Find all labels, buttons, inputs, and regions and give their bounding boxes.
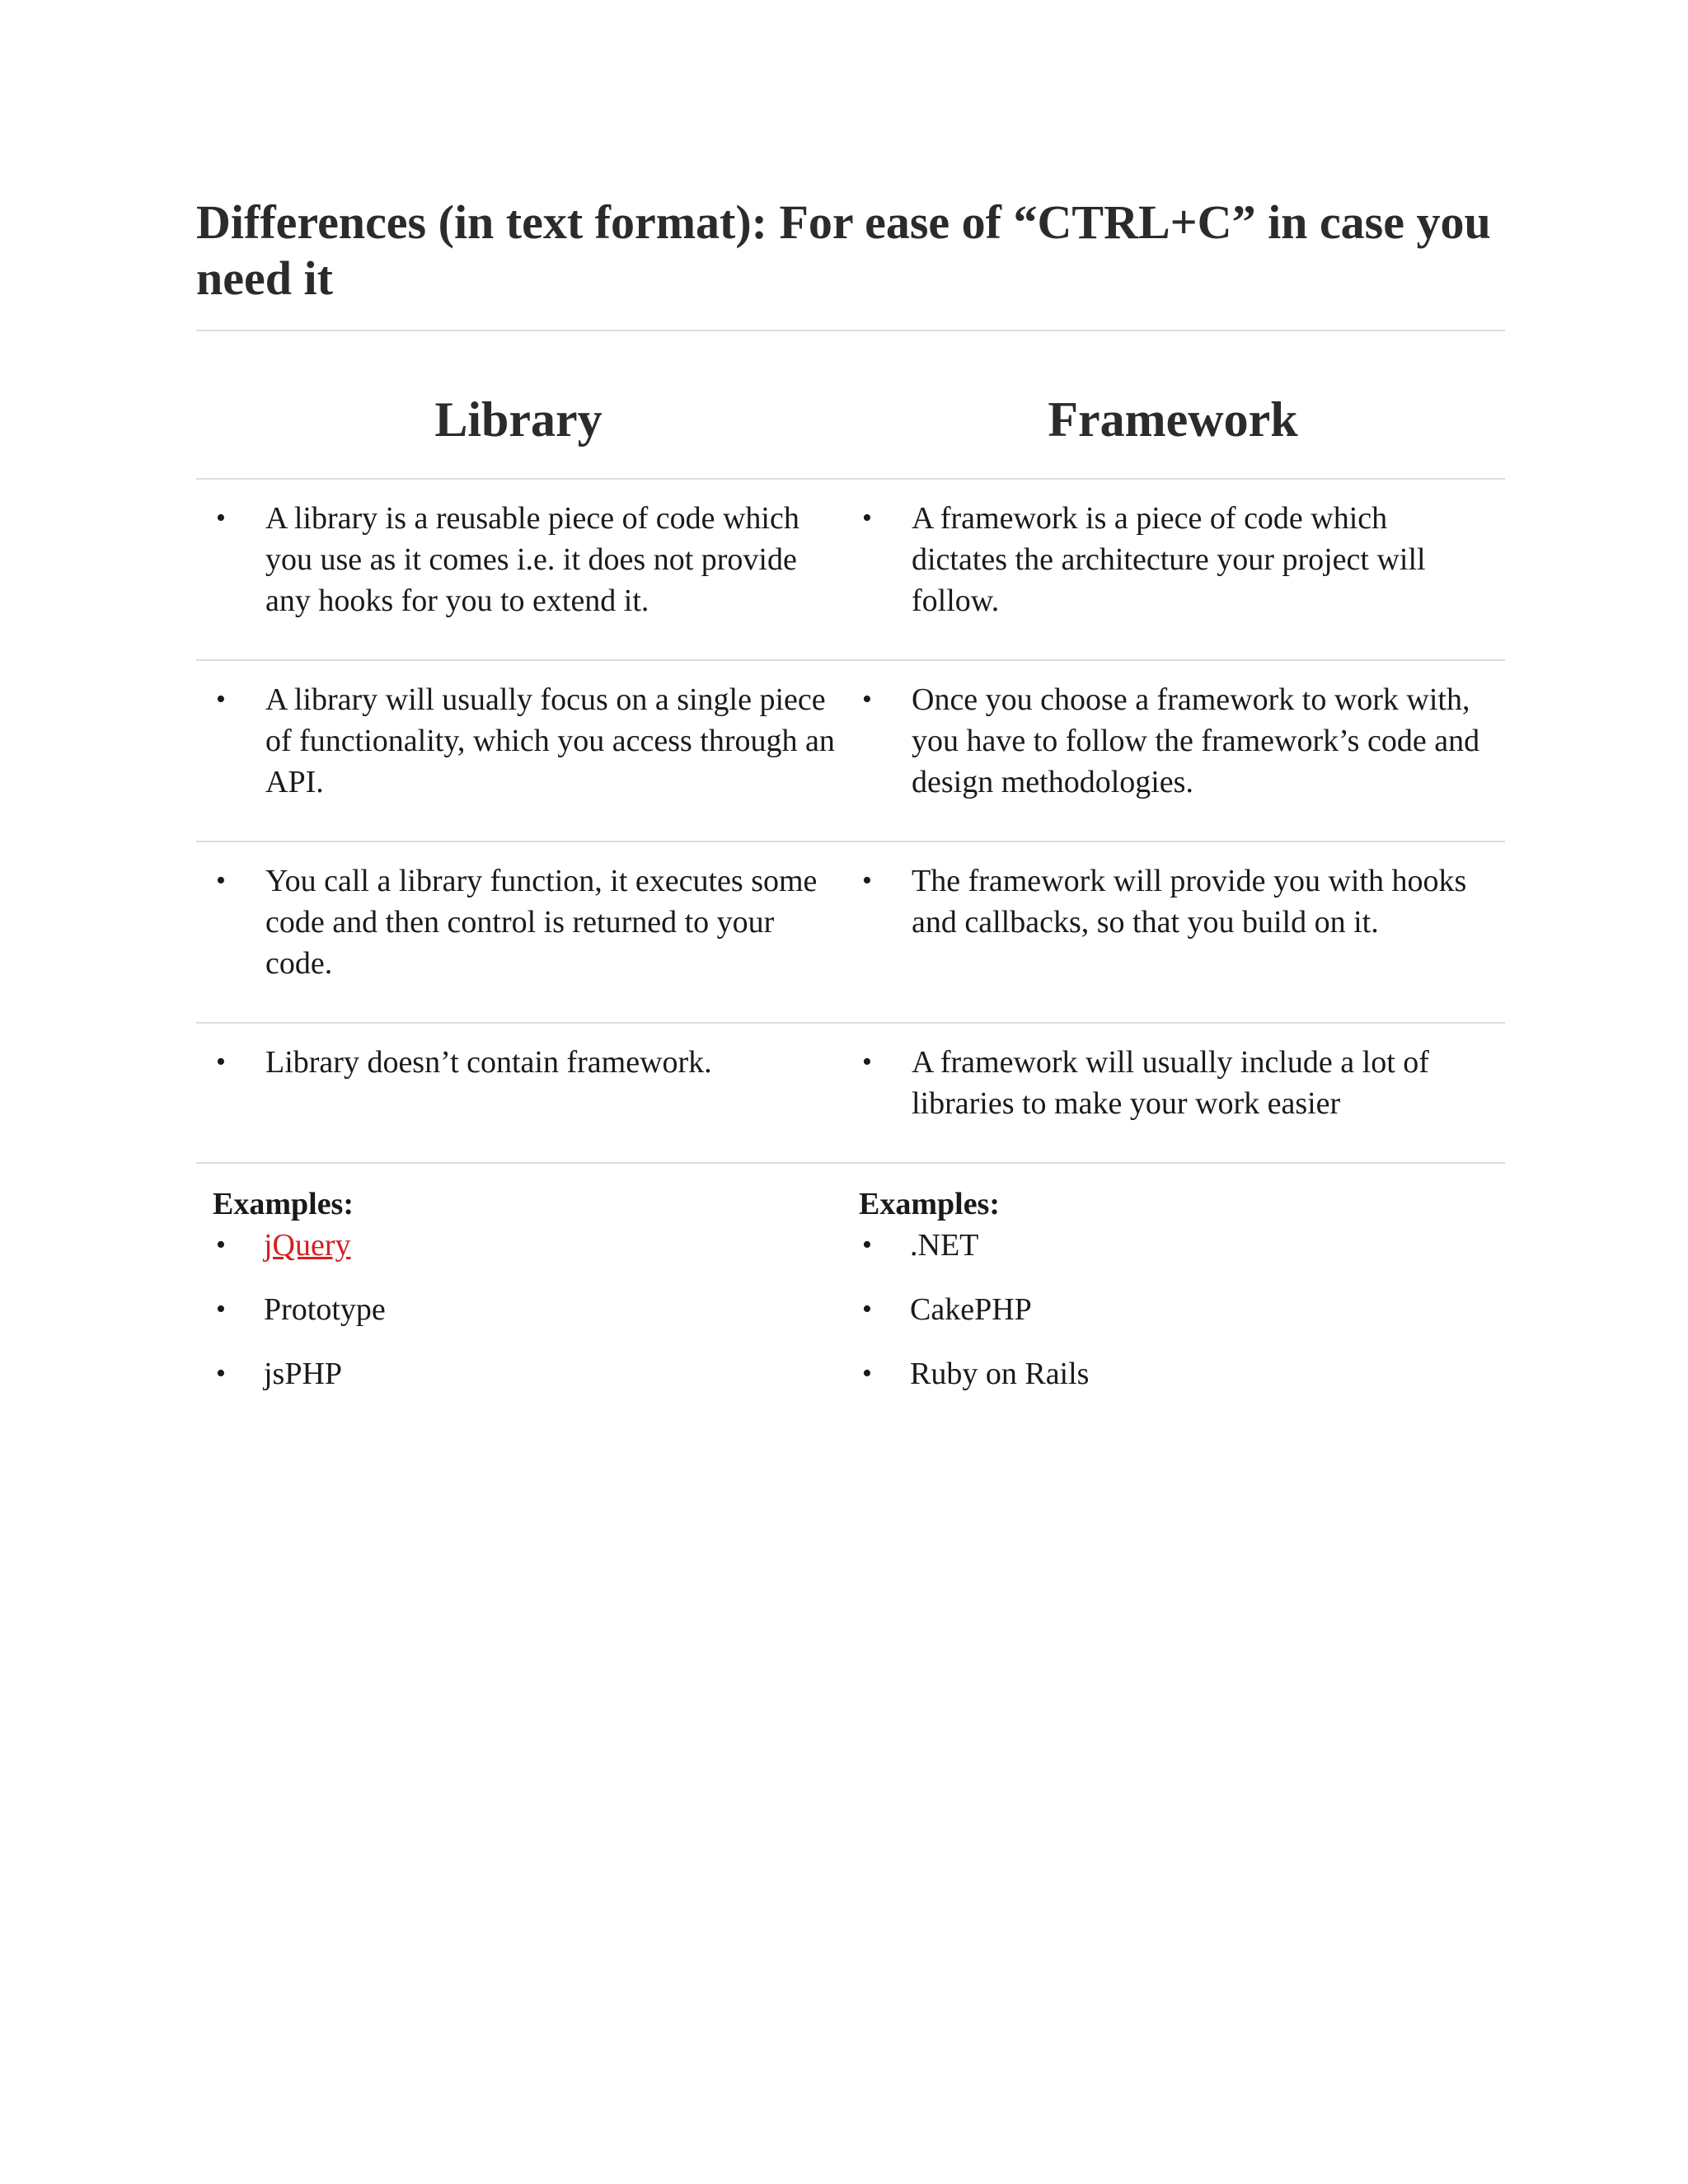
column-header-framework: Framework: [1048, 392, 1298, 447]
jquery-link[interactable]: jQuery: [264, 1228, 351, 1263]
bullet-icon: •: [862, 1294, 872, 1324]
library-point-text: Library doesn’t contain framework.: [265, 1045, 712, 1080]
example-text: .NET: [910, 1228, 979, 1263]
library-examples: [213, 1183, 839, 1418]
list-item: [862, 860, 1489, 943]
list-item: [216, 860, 842, 984]
list-item: [862, 498, 1489, 621]
bullet-icon: •: [862, 1358, 872, 1389]
example-text: Ruby on Rails: [910, 1357, 1090, 1391]
bullet-icon: •: [216, 1358, 226, 1389]
library-row-2: [216, 679, 842, 803]
page-title: Differences (in text format): For ease of “CTRL+C” in case you need it: [196, 195, 1491, 305]
column-header-library: Library: [434, 392, 603, 447]
examples-label: Examples:: [213, 1187, 354, 1221]
row-divider: [196, 659, 1505, 661]
list-item: [859, 1225, 1485, 1266]
framework-row-3: [862, 860, 1489, 943]
framework-point-text: A framework will usually include a lot of libraries to make your work easier: [912, 1045, 1429, 1121]
bullet-icon: •: [216, 1230, 226, 1260]
bullet-icon: •: [216, 503, 226, 533]
framework-point-text: The framework will provide you with hooks and callbacks, so that you build on it.: [912, 864, 1467, 940]
library-point-text: You call a library function, it executes some code and then control is returned to your code.: [265, 864, 818, 981]
framework-point-text: Once you choose a framework to work with, you have to follow the framework’s code and design methodologies.: [912, 682, 1480, 799]
list-item: [859, 1289, 1485, 1330]
example-text: CakePHP: [910, 1292, 1032, 1327]
row-divider: [196, 1162, 1505, 1164]
bullet-icon: •: [216, 1047, 226, 1077]
bullet-icon: •: [862, 1230, 872, 1260]
title-divider: [196, 330, 1505, 331]
framework-point-text: A framework is a piece of code which dictates the architecture your project will follow.: [912, 501, 1426, 618]
list-item: [213, 1353, 839, 1394]
example-text: jsPHP: [264, 1357, 343, 1391]
list-item: [216, 1042, 842, 1083]
list-item: [859, 1353, 1485, 1394]
row-divider: [196, 841, 1505, 842]
bullet-icon: •: [862, 1047, 872, 1077]
bullet-icon: •: [216, 684, 226, 715]
list-item: [213, 1289, 839, 1330]
bullet-icon: •: [862, 503, 872, 533]
header-divider: [196, 478, 1505, 480]
library-row-4: [216, 1042, 842, 1083]
bullet-icon: •: [862, 865, 872, 896]
framework-row-4: [862, 1042, 1489, 1124]
row-divider: [196, 1022, 1505, 1024]
library-point-text: A library will usually focus on a single piece of functionality, which you access through an API.: [265, 682, 835, 799]
library-point-text: A library is a reusable piece of code which you use as it comes i.e. it does not provide any hooks for you to extend it.: [265, 501, 799, 618]
framework-row-2: [862, 679, 1489, 803]
list-item: [213, 1225, 839, 1266]
list-item: [216, 679, 842, 803]
bullet-icon: •: [216, 865, 226, 896]
bullet-icon: •: [216, 1294, 226, 1324]
list-item: [216, 498, 842, 621]
list-item: [862, 679, 1489, 803]
framework-examples: [859, 1183, 1485, 1418]
example-text: Prototype: [264, 1292, 386, 1327]
bullet-icon: •: [862, 684, 872, 715]
library-row-3: [216, 860, 842, 984]
framework-row-1: [862, 498, 1489, 621]
library-row-1: [216, 498, 842, 621]
examples-label: Examples:: [859, 1187, 1000, 1221]
list-item: [862, 1042, 1489, 1124]
